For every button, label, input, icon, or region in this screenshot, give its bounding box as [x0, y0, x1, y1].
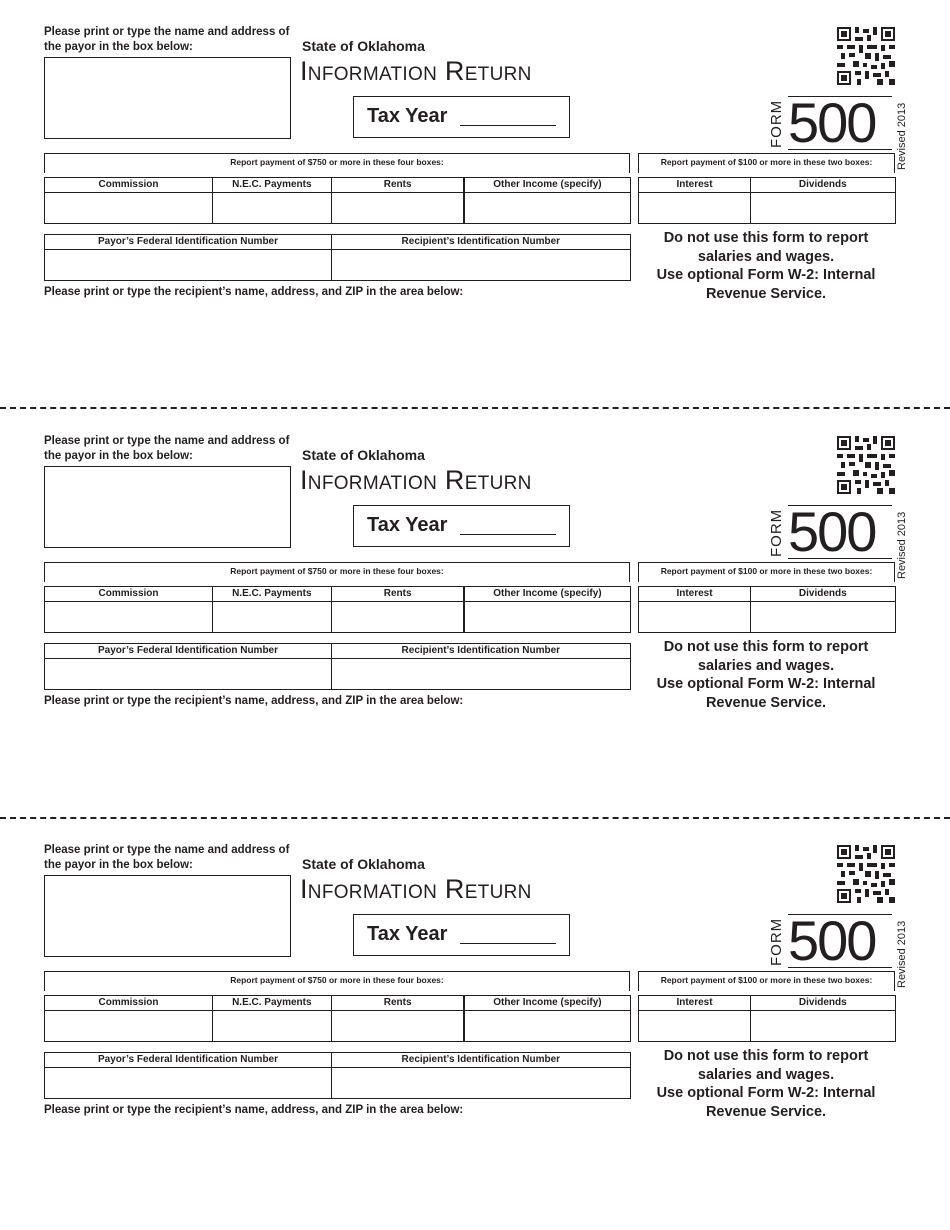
nec-field[interactable] [213, 193, 331, 223]
revision-label: Revised 2013 [896, 102, 908, 170]
commission-label: Commission [45, 996, 212, 1011]
state-label: State of Oklahoma [302, 856, 425, 872]
rents-field[interactable] [332, 1011, 464, 1041]
identification-row [44, 234, 631, 281]
report-750-header: Report payment of $750 or more in these four boxes: [44, 153, 630, 173]
tax-year-box [353, 914, 570, 956]
report-750-header: Report payment of $750 or more in these four boxes: [44, 971, 630, 991]
tax-year-field[interactable] [460, 943, 556, 944]
tax-year-box [353, 96, 570, 138]
revision-label: Revised 2013 [896, 511, 908, 579]
nec-label: N.E.C. Payments [213, 587, 331, 602]
commission-box [44, 586, 213, 633]
other-income-field[interactable] [464, 1011, 630, 1041]
report-100-header: Report payment of $100 or more in these two boxes: [638, 562, 895, 582]
interest-field[interactable] [639, 602, 750, 632]
rents-field[interactable] [332, 193, 464, 223]
identification-row [44, 643, 631, 690]
payor-instruction: Please print or type the name and address of the payor in the box below: [44, 435, 290, 462]
recipient-instruction: Please print or type the recipient’s name, address, and ZIP in the area below: [44, 1104, 464, 1116]
nec-label: N.E.C. Payments [213, 996, 331, 1011]
recipient-id-field[interactable] [332, 250, 630, 280]
payor-id-field[interactable] [45, 659, 331, 689]
income-boxes-row [44, 586, 631, 633]
nec-box [212, 177, 332, 224]
recipient-id-label: Recipient’s Identification Number [332, 1053, 630, 1068]
form-number-block [788, 91, 892, 154]
interest-label: Interest [639, 996, 750, 1011]
notice-line-2: Use optional Form W-2: Internal Revenue Service. [656, 1085, 876, 1120]
form-word-label: FORM [768, 99, 785, 148]
recipient-id-box [331, 643, 631, 690]
recipient-id-box [331, 234, 631, 281]
commission-field[interactable] [45, 1011, 212, 1041]
rents-field[interactable] [332, 602, 464, 632]
notice-line-1: Do not use this form to report salaries and wages. [663, 1048, 869, 1083]
dividends-box [750, 995, 896, 1042]
report-750-header: Report payment of $750 or more in these four boxes: [44, 562, 630, 582]
interest-field[interactable] [639, 1011, 750, 1041]
rents-label: Rents [332, 587, 464, 602]
payor-id-label: Payor’s Federal Identification Number [45, 235, 331, 250]
dividends-label: Dividends [751, 178, 895, 193]
recipient-id-field[interactable] [332, 1068, 630, 1098]
revision-label: Revised 2013 [896, 920, 908, 988]
commission-box [44, 995, 213, 1042]
dividends-field[interactable] [751, 1011, 895, 1041]
state-label: State of Oklahoma [302, 447, 425, 463]
tax-year-label: Tax Year [367, 105, 448, 127]
report-100-header: Report payment of $100 or more in these two boxes: [638, 971, 895, 991]
nec-field[interactable] [213, 602, 331, 632]
recipient-id-field[interactable] [332, 659, 630, 689]
form-slip-1 [0, 0, 950, 409]
income-boxes-row [44, 995, 631, 1042]
nec-label: N.E.C. Payments [213, 178, 331, 193]
interest-box [638, 995, 751, 1042]
rents-box [331, 995, 465, 1042]
form-title: Information Return [300, 465, 532, 495]
tax-year-label: Tax Year [367, 514, 448, 536]
recipient-instruction: Please print or type the recipient’s name, address, and ZIP in the area below: [44, 286, 464, 298]
payor-name-address-field[interactable] [44, 875, 291, 957]
form-number: 500 [788, 500, 876, 563]
notice-line-1: Do not use this form to report salaries and wages. [663, 230, 869, 265]
commission-field[interactable] [45, 193, 212, 223]
identification-row [44, 1052, 631, 1099]
qr-code-icon [837, 436, 895, 494]
form-number-block [788, 909, 892, 972]
interest-dividends-row [638, 995, 896, 1042]
rents-box [331, 586, 465, 633]
rents-label: Rents [332, 178, 464, 193]
commission-label: Commission [45, 587, 212, 602]
recipient-id-box [331, 1052, 631, 1099]
tax-year-label: Tax Year [367, 923, 448, 945]
interest-dividends-row [638, 586, 896, 633]
state-label: State of Oklahoma [302, 38, 425, 54]
other-income-label: Other Income (specify) [464, 996, 630, 1011]
recipient-id-label: Recipient’s Identification Number [332, 644, 630, 659]
payor-id-label: Payor’s Federal Identification Number [45, 644, 331, 659]
payor-id-field[interactable] [45, 250, 331, 280]
dividends-field[interactable] [751, 602, 895, 632]
income-boxes-row [44, 177, 631, 224]
notice-block [636, 1047, 896, 1121]
interest-box [638, 586, 751, 633]
dividends-box [750, 177, 896, 224]
form-word-label: FORM [768, 508, 785, 557]
interest-label: Interest [639, 178, 750, 193]
payor-name-address-field[interactable] [44, 466, 291, 548]
form-slip-3 [0, 818, 950, 1227]
form-number-block [788, 500, 892, 563]
qr-code-icon [837, 27, 895, 85]
payor-id-box [44, 234, 332, 281]
nec-box [212, 995, 332, 1042]
form-number: 500 [788, 91, 876, 154]
tax-year-field[interactable] [460, 125, 556, 126]
form-title: Information Return [300, 874, 532, 904]
other-income-box [463, 995, 631, 1042]
form-slip-2 [0, 409, 950, 818]
interest-label: Interest [639, 587, 750, 602]
commission-field[interactable] [45, 602, 212, 632]
dividends-box [750, 586, 896, 633]
dividends-field[interactable] [751, 193, 895, 223]
payor-name-address-field[interactable] [44, 57, 291, 139]
tax-year-field[interactable] [460, 534, 556, 535]
notice-block [636, 229, 896, 303]
other-income-field[interactable] [464, 602, 630, 632]
payor-id-label: Payor’s Federal Identification Number [45, 1053, 331, 1068]
other-income-label: Other Income (specify) [464, 587, 630, 602]
interest-field[interactable] [639, 193, 750, 223]
other-income-box [463, 177, 631, 224]
nec-box [212, 586, 332, 633]
other-income-label: Other Income (specify) [464, 178, 630, 193]
interest-box [638, 177, 751, 224]
other-income-field[interactable] [464, 193, 630, 223]
payor-id-box [44, 643, 332, 690]
notice-block [636, 638, 896, 712]
recipient-instruction: Please print or type the recipient’s name, address, and ZIP in the area below: [44, 695, 464, 707]
recipient-id-label: Recipient’s Identification Number [332, 235, 630, 250]
payor-id-field[interactable] [45, 1068, 331, 1098]
payor-instruction: Please print or type the name and address of the payor in the box below: [44, 26, 290, 53]
nec-field[interactable] [213, 1011, 331, 1041]
form-title: Information Return [300, 56, 532, 86]
dividends-label: Dividends [751, 996, 895, 1011]
notice-line-2: Use optional Form W-2: Internal Revenue Service. [656, 267, 876, 302]
tax-year-box [353, 505, 570, 547]
rents-box [331, 177, 465, 224]
interest-dividends-row [638, 177, 896, 224]
commission-box [44, 177, 213, 224]
report-100-header: Report payment of $100 or more in these two boxes: [638, 153, 895, 173]
payor-instruction: Please print or type the name and address of the payor in the box below: [44, 844, 290, 871]
notice-line-2: Use optional Form W-2: Internal Revenue Service. [656, 676, 876, 711]
rents-label: Rents [332, 996, 464, 1011]
form-word-label: FORM [768, 917, 785, 966]
qr-code-icon [837, 845, 895, 903]
commission-label: Commission [45, 178, 212, 193]
notice-line-1: Do not use this form to report salaries and wages. [663, 639, 869, 674]
payor-id-box [44, 1052, 332, 1099]
other-income-box [463, 586, 631, 633]
form-number: 500 [788, 909, 876, 972]
dividends-label: Dividends [751, 587, 895, 602]
